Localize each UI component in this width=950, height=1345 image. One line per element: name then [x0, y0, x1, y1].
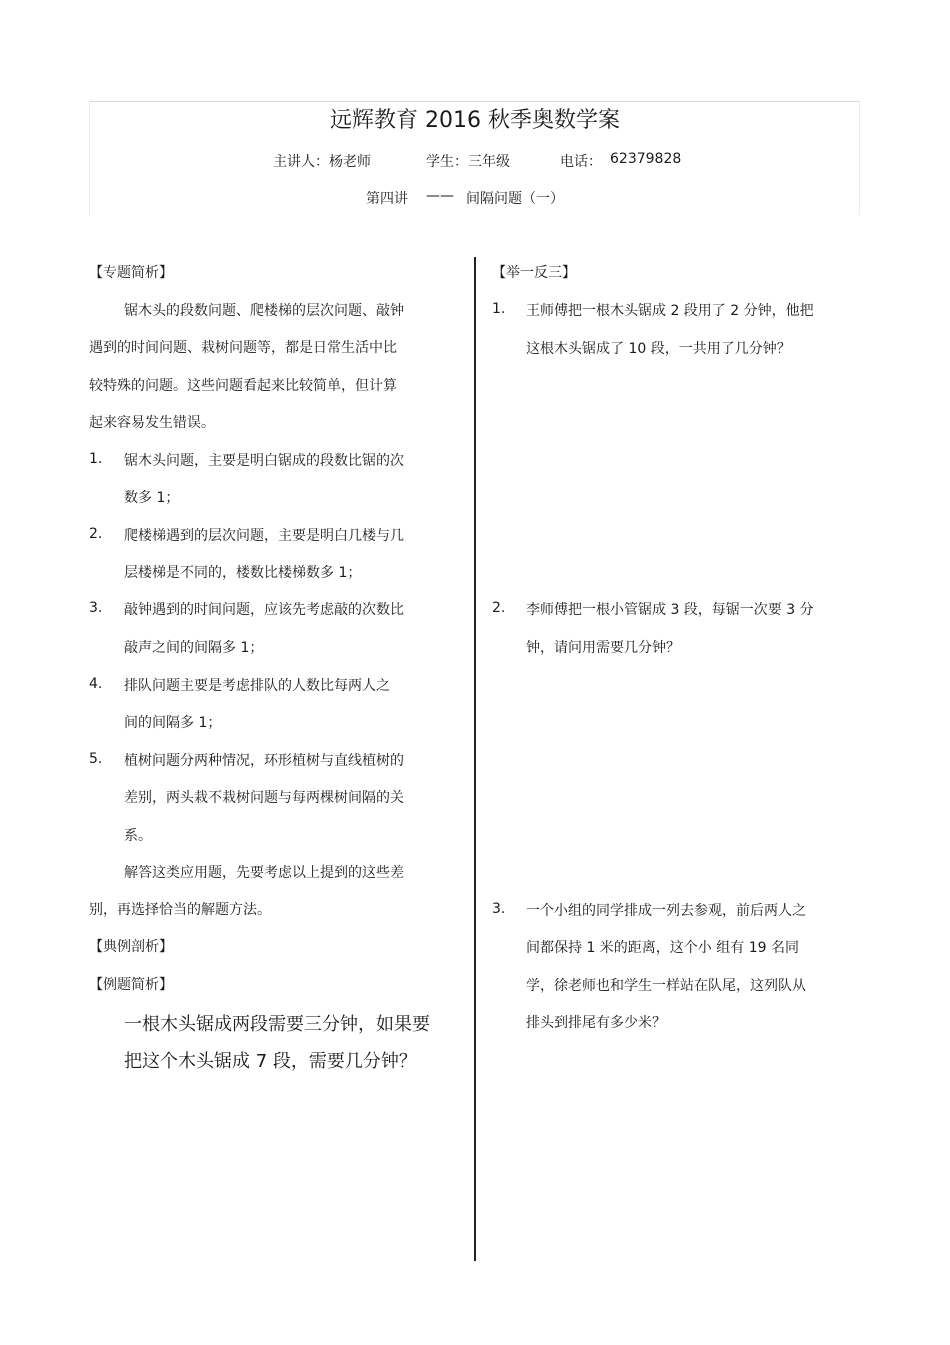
point-line: 间的间隔多 1；: [124, 715, 222, 731]
point-line: 层楼梯是不同的，楼数比楼梯数多 1；: [124, 565, 362, 581]
question-number: 3.: [492, 901, 506, 917]
section-heading-examples: 【典例剖析】: [89, 939, 173, 955]
point-number: 3.: [89, 600, 103, 616]
example-line: 一根木头锯成两段需要三分钟，如果要: [124, 1014, 430, 1035]
section-heading-topic: 【专题简析】: [89, 265, 173, 281]
point-line: 差别，两头栽不栽树问题与每两棵树间隔的关: [124, 790, 404, 806]
question-line: 钟，请问用需要几分钟？: [526, 640, 680, 656]
page-title: 远辉教育 2016 秋季奥数学案: [330, 108, 620, 133]
point-line: 锯木头问题，主要是明白锯成的段数比锯的次: [124, 453, 404, 469]
point-line: 爬楼梯遇到的层次问题，主要是明白几楼与几: [124, 528, 404, 544]
point-number: 2.: [89, 526, 103, 542]
lesson-title: 间隔问题（一）: [466, 191, 564, 207]
question-line: 一个小组的同学排成一列去参观，前后两人之: [526, 903, 806, 919]
lesson-dash: ——: [426, 188, 454, 204]
conclusion-line: 解答这类应用题，先要考虑以上提到的这些差: [124, 865, 404, 881]
point-line: 系。: [124, 828, 152, 844]
intro-line: 锯木头的段数问题、爬楼梯的层次问题、敲钟: [124, 303, 404, 319]
section-heading-practice: 【举一反三】: [492, 265, 576, 281]
point-line: 敲钟遇到的时间问题，应该先考虑敲的次数比: [124, 602, 404, 618]
question-line: 间都保持 1 米的距离，这个小 组有 19 名同: [526, 940, 799, 956]
point-number: 4.: [89, 676, 103, 692]
intro-line: 遇到的时间问题、栽树问题等，都是日常生活中比: [89, 340, 397, 356]
point-line: 敲声之间的间隔多 1；: [124, 640, 264, 656]
phone-number: 62379828: [610, 151, 682, 167]
point-line: 数多 1；: [124, 490, 180, 506]
point-line: 排队问题主要是考虑排队的人数比每两人之: [124, 678, 390, 694]
lecturer: 主讲人：杨老师: [273, 154, 371, 170]
question-number: 1.: [492, 301, 506, 317]
section-heading-example-analysis: 【例题简析】: [89, 977, 173, 993]
point-line: 植树问题分两种情况，环形植树与直线植树的: [124, 753, 404, 769]
example-line: 把这个木头锯成 7 段，需要几分钟？: [124, 1051, 417, 1072]
conclusion-line: 别，再选择恰当的解题方法。: [89, 902, 271, 918]
student-grade: 学生：三年级: [426, 154, 510, 170]
phone-label: 电话：: [560, 154, 602, 170]
intro-line: 起来容易发生错误。: [89, 415, 215, 431]
column-divider: [474, 257, 476, 1261]
point-number: 1.: [89, 451, 103, 467]
question-number: 2.: [492, 600, 506, 616]
question-line: 学，徐老师也和学生一样站在队尾，这列队从: [526, 978, 806, 994]
question-line: 李师傅把一根小管锯成 3 段，每锯一次要 3 分: [526, 602, 814, 618]
question-line: 排头到排尾有多少米？: [526, 1015, 666, 1031]
point-number: 5.: [89, 751, 103, 767]
question-line: 王师傅把一根木头锯成 2 段用了 2 分钟，他把: [526, 303, 814, 319]
lesson-number: 第四讲: [366, 191, 408, 207]
question-line: 这根木头锯成了 10 段，一共用了几分钟？: [526, 341, 791, 357]
intro-line: 较特殊的问题。这些问题看起来比较简单，但计算: [89, 378, 397, 394]
